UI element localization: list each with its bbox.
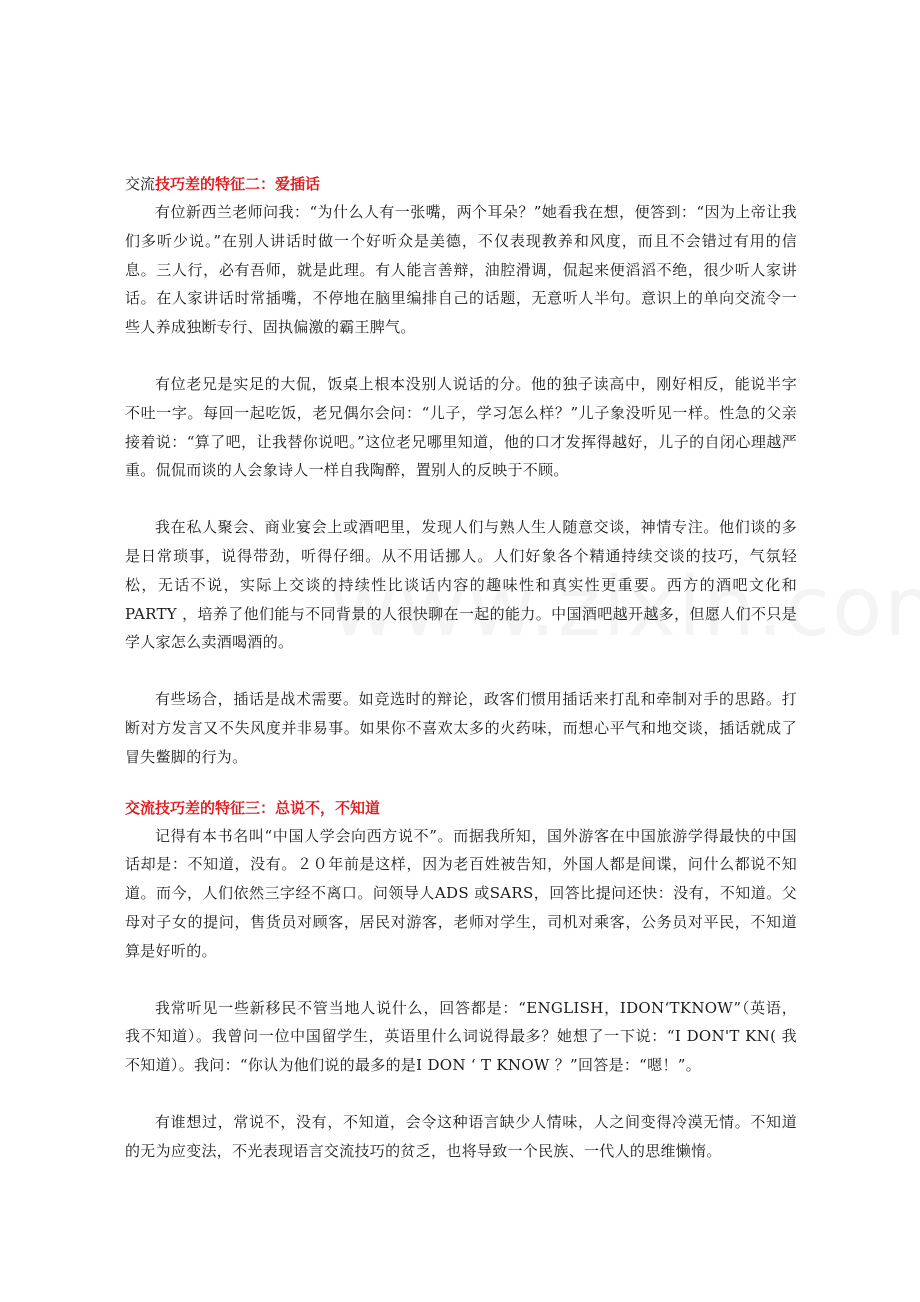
document-body (125, 170, 797, 1166)
paragraph: 我常听见一些新移民不管当地人说什么，回答都是：“ENGLISH，IDON‘TKNOW”（英语，我不知道）。我曾问一位中国留学生，英语里什么词说得最多？她想了一下说：“I DON'T KN( 我不知道）。我问：“你认为他们说的最多的是I DON ‘ T KNOW ？”回答是：“嗯！”。 (125, 998, 797, 1075)
section-2-heading-red: 技巧差的特征二：爱插话 (155, 175, 321, 193)
section-2-heading (125, 170, 797, 198)
paragraph: 有位新西兰老师问我：“为什么人有一张嘴，两个耳朵？”她看我在想，便答到：“因为上帝让我们多听少说。”在别人讲话时做一个好听众是美德，不仅表现教养和风度，而且不会错过有用的信息。三人行，必有吾师，就是此理。有人能言善辩，油腔滑调，侃起来便滔滔不绝，很少听人家讲话。在人家讲话时常插嘴，不停地在脑里编排自己的话题，无意听人半句。意识上的单向交流令一些人养成独断专行、固执偏激的霸王脾气。 (125, 203, 797, 337)
section-3-heading: 交流技巧差的特征三：总说不，不知道 (125, 798, 381, 817)
paragraph: 我在私人聚会、商业宴会上或酒吧里，发现人们与熟人生人随意交谈，神情专注。他们谈的多是日常琐事，说得带劲，听得仔细。从不用话挪人。人们好象各个精通持续交谈的技巧，气氛轻松，无话不说，实际上交谈的持续性比谈话内容的趣味性和真实性更重要。西方的酒吧文化和PARTY ，培养了他们能与不同背景的人很快聊在一起的能力。中国酒吧越开越多，但愿人们不只是学人家怎么卖酒喝酒的。 (125, 518, 797, 652)
paragraph: 记得有本书名叫“中国人学会向西方说不”。而据我所知，国外游客在中国旅游学得最快的中国话却是：不知道，没有。２０年前是这样，因为老百姓被告知，外国人都是间谍，问什么都说不知道。而今，人们依然三字经不离口。问领导人ADS 或SARS，回答比提问还快：没有，不知道。父母对子女的提问，售货员对顾客，居民对游客，老师对学生，司机对乘客，公务员对平民，不知道算是好听的。 (125, 826, 797, 960)
paragraph: 有位老兄是实足的大侃，饭桌上根本没别人说话的分。他的独子读高中，刚好相反，能说半字不吐一字。每回一起吃饭，老兄偶尔会问：“儿子，学习怎么样？”儿子象没听见一样。性急的父亲接着说：“算了吧，让我替你说吧。”这位老兄哪里知道，他的口才发挥得越好，儿子的自闭心理越严重。侃侃而谈的人会象诗人一样自我陶醉，置别人的反映于不顾。 (125, 374, 797, 480)
paragraph: 有些场合，插话是战术需要。如竞选时的辩论，政客们惯用插话来打乱和牵制对手的思路。打断对方发言又不失风度并非易事。如果你不喜欢太多的火药味，而想心平气和地交谈，插话就成了冒失鳖脚的行为。 (125, 690, 797, 766)
paragraph: 有谁想过，常说不，没有，不知道，会令这种语言缺少人情味，人之间变得冷漠无情。不知道的无为应变法，不光表现语言交流技巧的贫乏，也将导致一个民族、一代人的思维懒惰。 (125, 1112, 797, 1160)
section-2-heading-prefix: 交流 (125, 175, 156, 193)
